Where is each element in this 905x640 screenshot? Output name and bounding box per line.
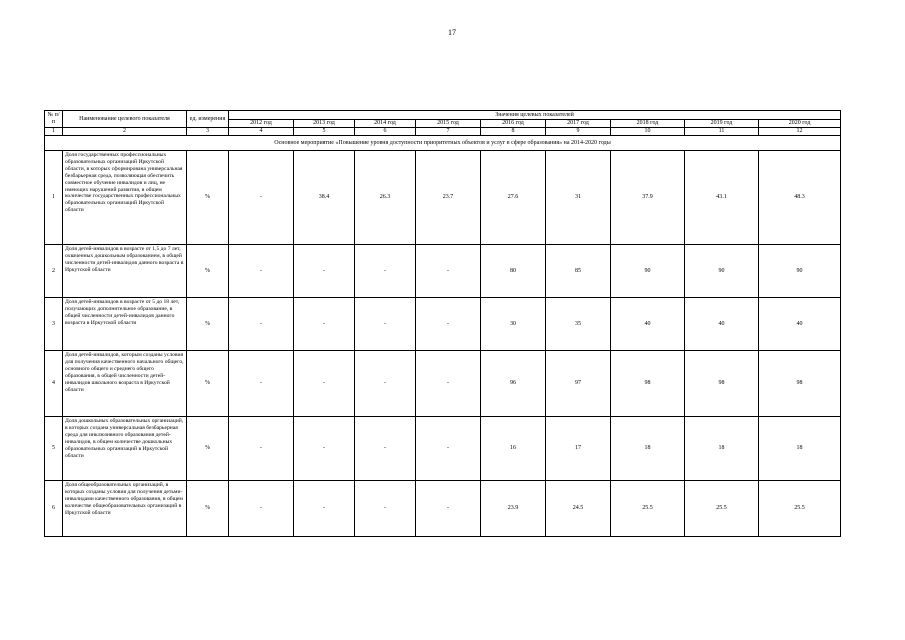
row-value: 43.1 [685, 151, 759, 245]
row-name: Доля детей-инвалидов в возрасте от 5 до 18 лет, получающих дополнительное образование, в общей численности детей-инвалидов данного возраста в Иркутской области [63, 298, 187, 351]
row-value: 24.5 [546, 481, 611, 537]
header-row [45, 111, 841, 120]
row-unit: % [187, 151, 229, 245]
row-value: 25.5 [611, 481, 685, 537]
row-value: 25.5 [685, 481, 759, 537]
page-number: 17 [448, 28, 456, 37]
row-value: 40 [685, 298, 759, 351]
row-unit: % [187, 351, 229, 417]
header-year: 2018 год [611, 120, 685, 128]
row-value: 48.3 [759, 151, 841, 245]
header-year: 2016 год [481, 120, 546, 128]
row-value: - [416, 298, 481, 351]
column-number: 6 [355, 128, 416, 136]
row-value: 90 [685, 245, 759, 298]
section-row [45, 136, 841, 151]
row-value: 40 [759, 298, 841, 351]
row-unit: % [187, 245, 229, 298]
row-value: 80 [481, 245, 546, 298]
row-value: 97 [546, 351, 611, 417]
row-value: - [355, 481, 416, 537]
row-unit: % [187, 417, 229, 481]
row-value: 18 [685, 417, 759, 481]
row-num: 2 [45, 245, 63, 298]
row-num: 6 [45, 481, 63, 537]
row-num: 1 [45, 151, 63, 245]
header-year: 2019 год [685, 120, 759, 128]
row-value: 96 [481, 351, 546, 417]
row-name: Доля государственных профессиональных образовательных организаций Иркутской области, в которых сформирована универсальная безбарьерная среда, позволяющая обеспечить совместное обучение инвалидов и лиц, не имеющих нарушений развития, в общем количестве государственных профессиональных образовательных организаций Иркутской области [63, 151, 187, 245]
row-value: - [294, 351, 355, 417]
column-number: 2 [63, 128, 187, 136]
row-value: 38.4 [294, 151, 355, 245]
row-value: 90 [611, 245, 685, 298]
header-num: № п/п [45, 111, 63, 128]
row-value: - [416, 245, 481, 298]
row-name: Доля дошкольных образовательных организаций, в которых создана универсальная безбарьерная среда для инклюзивного образования детей-инвалидов, в общем количестве дошкольных образовательных организаций в Иркутской области [63, 417, 187, 481]
table-row [45, 417, 841, 481]
header-unit: ед. измерения [187, 111, 229, 128]
row-value: 85 [546, 245, 611, 298]
column-number: 10 [611, 128, 685, 136]
column-number: 7 [416, 128, 481, 136]
row-name: Доля детей-инвалидов в возрасте от 1,5 до 7 лет, охваченных дошкольным образованием, в общей численности детей-инвалидов данного возраста в Иркутской области [63, 245, 187, 298]
row-value: 16 [481, 417, 546, 481]
row-value: 40 [611, 298, 685, 351]
table-row [45, 351, 841, 417]
row-value: 98 [611, 351, 685, 417]
row-value: 31 [546, 151, 611, 245]
row-value: - [355, 417, 416, 481]
row-value: - [355, 245, 416, 298]
header-year: 2012 год [229, 120, 294, 128]
row-value: 98 [759, 351, 841, 417]
column-number: 9 [546, 128, 611, 136]
row-value: - [294, 245, 355, 298]
table-row [45, 151, 841, 245]
row-num: 3 [45, 298, 63, 351]
row-value: - [416, 481, 481, 537]
row-name: Доля детей-инвалидов, которым созданы условия для получения качественного начального общего, основного общего и среднего общего образования, в общей численности детей-инвалидов школьного возраста в Иркутской области [63, 351, 187, 417]
row-value: - [229, 151, 294, 245]
row-value: 18 [759, 417, 841, 481]
row-unit: % [187, 298, 229, 351]
row-value: - [416, 417, 481, 481]
row-value: - [229, 298, 294, 351]
column-number: 11 [685, 128, 759, 136]
row-unit: % [187, 481, 229, 537]
row-value: 26.3 [355, 151, 416, 245]
row-num: 4 [45, 351, 63, 417]
target-indicators-table [44, 110, 841, 537]
table-row [45, 245, 841, 298]
row-value: 23.7 [416, 151, 481, 245]
row-value: 37.9 [611, 151, 685, 245]
row-num: 5 [45, 417, 63, 481]
row-value: - [229, 351, 294, 417]
row-value: - [416, 351, 481, 417]
column-number: 12 [759, 128, 841, 136]
row-value: - [229, 481, 294, 537]
row-value: - [294, 417, 355, 481]
row-value: 18 [611, 417, 685, 481]
header-name: Наименование целевого показателя [63, 111, 187, 128]
header-values-group: Значения целевых показателей [229, 111, 841, 120]
header-year: 2014 год [355, 120, 416, 128]
row-value: 90 [759, 245, 841, 298]
column-number: 8 [481, 128, 546, 136]
column-number: 5 [294, 128, 355, 136]
row-value: 30 [481, 298, 546, 351]
row-value: - [229, 245, 294, 298]
row-value: - [294, 481, 355, 537]
column-number-row [45, 128, 841, 136]
row-value: 17 [546, 417, 611, 481]
row-name: Доля общеобразовательных организаций, в которых созданы условия для получения детьми-инвалидами качественного образования, в общем количестве общеобразовательных организаций в Иркутской области [63, 481, 187, 537]
row-value: 98 [685, 351, 759, 417]
row-value: 27.6 [481, 151, 546, 245]
header-year: 2020 год [759, 120, 841, 128]
header-year: 2017 год [546, 120, 611, 128]
row-value: 23.9 [481, 481, 546, 537]
column-number: 4 [229, 128, 294, 136]
row-value: 25.5 [759, 481, 841, 537]
header-year: 2015 год [416, 120, 481, 128]
column-number: 3 [187, 128, 229, 136]
section-title: Основное мероприятие «Повышение уровня доступности приоритетных объектов и услуг в сфере образования» на 2014-2020 годы [45, 136, 841, 151]
row-value: - [355, 298, 416, 351]
table-row [45, 481, 841, 537]
column-number: 1 [45, 128, 63, 136]
header-year: 2013 год [294, 120, 355, 128]
table-row [45, 298, 841, 351]
row-value: 35 [546, 298, 611, 351]
row-value: - [355, 351, 416, 417]
row-value: - [294, 298, 355, 351]
row-value: - [229, 417, 294, 481]
